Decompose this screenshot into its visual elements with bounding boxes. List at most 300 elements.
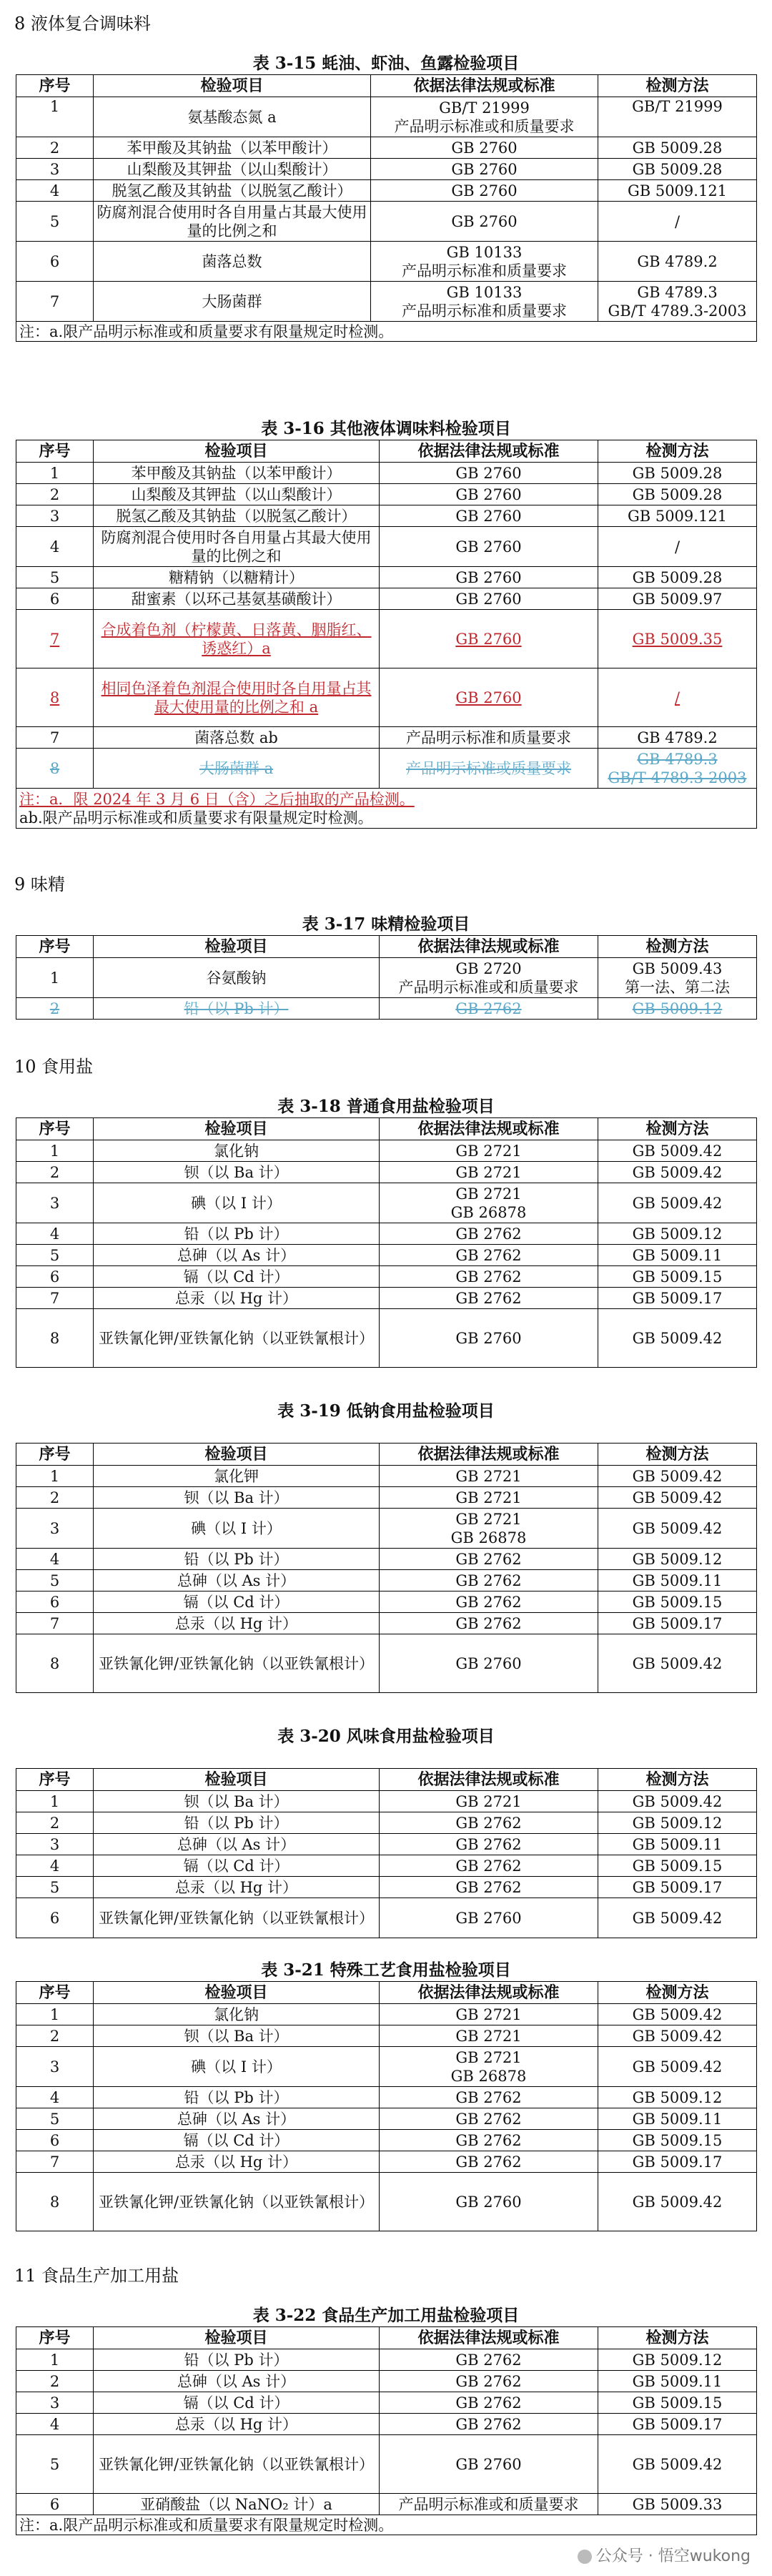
table-row: [16, 2371, 757, 2392]
cell-standard: GB 2762: [380, 1877, 598, 1898]
table-row: [16, 242, 757, 282]
cell-method: GB 5009.42: [598, 1309, 757, 1368]
wechat-icon: [578, 2550, 592, 2564]
note-line-2: ab.限产品明示标准或和质量要求有限量规定时检测。: [19, 809, 373, 826]
cell-no: 3: [16, 1509, 94, 1549]
cell-no: 1: [16, 1466, 94, 1487]
std-line-1: GB 10133: [446, 283, 523, 301]
cell-no: 3: [16, 2392, 94, 2414]
table-row: [16, 2130, 757, 2151]
cell-method: [598, 958, 757, 998]
std-line-2: GB 26878: [450, 1203, 527, 1221]
cell-no: 6: [16, 2130, 94, 2151]
cell-standard: GB 2760: [380, 484, 598, 505]
cell-standard: GB 2721: [380, 1487, 598, 1509]
col-header-no: 序号: [16, 440, 94, 463]
cell-standard: GB 2760: [380, 1898, 598, 1938]
cell-method: GB 5009.42: [598, 1487, 757, 1509]
cell-method: GB 5009.12: [598, 998, 757, 1020]
cell-method: GB 5009.42: [598, 1791, 757, 1812]
col-header-no: 序号: [16, 75, 94, 97]
cell-standard: GB 2762: [380, 2414, 598, 2435]
std-line-1: GB 2720: [455, 959, 522, 977]
cell-no: 5: [16, 202, 94, 242]
cell-no: 5: [16, 2108, 94, 2130]
std-line-1: GB/T 21999: [439, 99, 530, 117]
col-header-method: 检测方法: [598, 1444, 757, 1466]
table-header-row: [16, 1118, 757, 1140]
cell-item: 铅（以 Pb 计）: [94, 1549, 380, 1570]
table-row: [16, 1613, 757, 1634]
cell-standard: GB 2762: [380, 1613, 598, 1634]
cell-method: GB 5009.28: [598, 159, 757, 180]
cell-method: GB 5009.12: [598, 1812, 757, 1834]
cell-no: 1: [16, 2349, 94, 2371]
table-row: [16, 1812, 757, 1834]
col-header-standard: 依据法律法规或标准: [371, 75, 598, 97]
cell-item: 菌落总数 ab: [94, 727, 380, 749]
table-row: [16, 97, 757, 137]
cell-standard: [380, 1183, 598, 1223]
cell-standard: GB 2760: [380, 588, 598, 610]
cell-method: GB 5009.12: [598, 1549, 757, 1570]
table-header-row: [16, 936, 757, 958]
std-line-1: GB 10133: [446, 243, 523, 261]
std-line-2: 产品明示标准或和质量要求: [394, 117, 575, 135]
cell-standard: GB 2721: [380, 1162, 598, 1183]
cell-method: GB 5009.42: [598, 1466, 757, 1487]
cell-item: 铅（以 Pb 计）: [94, 1812, 380, 1834]
cell-method: GB 5009.121: [598, 505, 757, 527]
table-row: [16, 1834, 757, 1855]
cell-method: GB 5009.28: [598, 484, 757, 505]
std-line-1: GB 2721: [455, 1185, 522, 1203]
cell-standard: GB 2721: [380, 1791, 598, 1812]
cell-standard: GB 2760: [371, 137, 598, 159]
col-header-standard: 依据法律法规或标准: [380, 1444, 598, 1466]
table-row-deleted: [16, 749, 757, 789]
table-header-row: [16, 1769, 757, 1791]
cell-no: 6: [16, 1592, 94, 1613]
cell-item: 碘（以 I 计）: [94, 1183, 380, 1223]
cell-method: GB 5009.15: [598, 1266, 757, 1288]
cell-standard: GB 2762: [380, 2392, 598, 2414]
cell-no: 6: [16, 1266, 94, 1288]
table-note-row: [16, 322, 757, 342]
cell-method: /: [598, 527, 757, 567]
cell-standard: 产品明示标准和质量要求: [380, 727, 598, 749]
cell-item: 碘（以 I 计）: [94, 2047, 380, 2087]
cell-standard: GB 2762: [380, 1223, 598, 1245]
cell-method: GB 5009.42: [598, 2435, 757, 2494]
watermark: [578, 2544, 751, 2566]
cell-item: 镉（以 Cd 计）: [94, 1266, 380, 1288]
cell-standard: [371, 282, 598, 322]
cell-method: GB 5009.42: [598, 1898, 757, 1938]
cell-standard: GB 2721: [380, 2025, 598, 2047]
method-line-2: GB/T 4789.3-2003: [608, 769, 747, 786]
table-row: [16, 588, 757, 610]
table-header-row: [16, 1444, 757, 1466]
cell-item: 镉（以 Cd 计）: [94, 1855, 380, 1877]
cell-no: 7: [16, 2151, 94, 2173]
method-line-1: GB 4789.3: [637, 283, 718, 301]
table-row: [16, 2108, 757, 2130]
cell-item: 铅（以 Pb 计）: [94, 2349, 380, 2371]
table-row: [16, 2349, 757, 2371]
table-row: [16, 484, 757, 505]
table-row-inserted: [16, 668, 757, 727]
std-line-2: GB 26878: [450, 2067, 527, 2085]
cell-item: 铅（以 Pb 计）: [94, 1223, 380, 1245]
method-line-1: GB 4789.3: [637, 750, 718, 768]
cell-no: 3: [16, 159, 94, 180]
std-line-2: 产品明示标准或和质量要求: [398, 978, 579, 996]
cell-standard: GB 2760: [380, 567, 598, 588]
cell-no: 4: [16, 2414, 94, 2435]
cell-no: 7: [16, 727, 94, 749]
table-note-row: [16, 789, 757, 829]
std-line-2: 产品明示标准和质量要求: [402, 302, 567, 320]
cell-item: 苯甲酸及其钠盐（以苯甲酸计）: [94, 137, 371, 159]
cell-standard: [380, 958, 598, 998]
section-heading-10: 10 食用盐: [14, 1057, 94, 1077]
cell-method: GB 4789.2: [598, 242, 757, 282]
table-row: [16, 1245, 757, 1266]
cell-no: 4: [16, 1223, 94, 1245]
col-header-item: 检验项目: [94, 1444, 380, 1466]
cell-no: 5: [16, 2435, 94, 2494]
col-header-standard: 依据法律法规或标准: [380, 1982, 598, 2004]
cell-method: GB 5009.15: [598, 2392, 757, 2414]
table-row: [16, 2025, 757, 2047]
cell-item: 脱氢乙酸及其钠盐（以脱氢乙酸计）: [94, 505, 380, 527]
cell-method: GB 5009.33: [598, 2494, 757, 2515]
cell-item: 亚铁氰化钾/亚铁氰化钠（以亚铁氰根计）: [94, 1898, 380, 1938]
table-row: [16, 2392, 757, 2414]
cell-standard: [380, 2047, 598, 2087]
cell-item: 镉（以 Cd 计）: [94, 1592, 380, 1613]
table-row: [16, 1855, 757, 1877]
cell-standard: GB 2760: [380, 2435, 598, 2494]
cell-method: GB 5009.121: [598, 180, 757, 202]
cell-method: /: [598, 202, 757, 242]
table-row: [16, 1898, 757, 1938]
cell-method: GB 5009.15: [598, 2130, 757, 2151]
col-header-item: 检验项目: [94, 1118, 380, 1140]
cell-item: 总汞（以 Hg 计）: [94, 1877, 380, 1898]
cell-item: 亚硝酸盐（以 NaNO₂ 计）a: [94, 2494, 380, 2515]
cell-standard: GB 2762: [380, 2349, 598, 2371]
table-row: [16, 159, 757, 180]
cell-no: 8: [16, 668, 94, 727]
std-line-1: GB 2721: [455, 1510, 522, 1528]
table-row: [16, 2087, 757, 2108]
cell-standard: GB 2762: [380, 1549, 598, 1570]
cell-item: 钡（以 Ba 计）: [94, 2025, 380, 2047]
col-header-no: 序号: [16, 1118, 94, 1140]
cell-item: 亚铁氰化钾/亚铁氰化钠（以亚铁氰根计）: [94, 2173, 380, 2231]
cell-item: 相同色泽着色剂混合使用时各自用量占其最大使用量的比例之和 a: [94, 668, 380, 727]
cell-method: GB 5009.42: [598, 2004, 757, 2025]
table-row: [16, 505, 757, 527]
cell-method: GB 5009.11: [598, 2371, 757, 2392]
table-row: [16, 1549, 757, 1570]
table-row: [16, 1877, 757, 1898]
cell-standard: GB 2762: [380, 998, 598, 1020]
cell-no: 6: [16, 588, 94, 610]
col-header-item: 检验项目: [94, 1769, 380, 1791]
cell-item: 甜蜜素（以环己基氨基磺酸计）: [94, 588, 380, 610]
cell-standard: [371, 97, 598, 137]
cell-item: 防腐剂混合使用时各自用量占其最大使用量的比例之和: [94, 527, 380, 567]
cell-item: 镉（以 Cd 计）: [94, 2392, 380, 2414]
table-caption-3-19: 表 3-19 低钠食用盐检验项目: [277, 1401, 495, 1421]
cell-method: GB 5009.12: [598, 1223, 757, 1245]
cell-standard: GB 2762: [380, 1288, 598, 1309]
cell-method: GB 5009.35: [598, 610, 757, 668]
cell-standard: GB 2762: [380, 2108, 598, 2130]
col-header-no: 序号: [16, 936, 94, 958]
cell-method: GB 5009.11: [598, 1245, 757, 1266]
cell-standard: GB 2760: [371, 202, 598, 242]
table-3-18: [16, 1117, 757, 1368]
table-row: [16, 2004, 757, 2025]
cell-standard: GB 2760: [371, 180, 598, 202]
table-note: [16, 789, 757, 829]
cell-method: GB 5009.42: [598, 1509, 757, 1549]
cell-standard: GB 2721: [380, 2004, 598, 2025]
cell-item: 总汞（以 Hg 计）: [94, 2151, 380, 2173]
table-row: [16, 137, 757, 159]
cell-no: 4: [16, 1855, 94, 1877]
table-caption-3-22: 表 3-22 食品生产加工用盐检验项目: [252, 2306, 520, 2325]
col-header-item: 检验项目: [94, 440, 380, 463]
table-row: [16, 527, 757, 567]
cell-no: 1: [16, 463, 94, 484]
cell-no: 5: [16, 1245, 94, 1266]
table-row: [16, 2151, 757, 2173]
cell-item: 总汞（以 Hg 计）: [94, 1613, 380, 1634]
table-row: [16, 2494, 757, 2515]
cell-item: 糖精钠（以糖精计）: [94, 567, 380, 588]
cell-no: 6: [16, 242, 94, 282]
cell-item: 氯化钾: [94, 1466, 380, 1487]
cell-no: 3: [16, 2047, 94, 2087]
cell-item: 亚铁氰化钾/亚铁氰化钠（以亚铁氰根计）: [94, 2435, 380, 2494]
cell-method: /: [598, 668, 757, 727]
method-line-2: 第一法、第二法: [625, 978, 730, 996]
cell-method: GB 5009.11: [598, 1834, 757, 1855]
table-row: [16, 2047, 757, 2087]
cell-standard: GB 2762: [380, 1245, 598, 1266]
col-header-method: 检测方法: [598, 2327, 757, 2349]
cell-method: GB 5009.42: [598, 1634, 757, 1693]
cell-standard: GB 2762: [380, 1592, 598, 1613]
cell-method: GB 5009.42: [598, 2025, 757, 2047]
cell-method: GB 5009.17: [598, 1288, 757, 1309]
table-row: [16, 1570, 757, 1592]
col-header-method: 检测方法: [598, 1982, 757, 2004]
cell-standard: GB 2762: [380, 1266, 598, 1288]
col-header-item: 检验项目: [94, 936, 380, 958]
watermark-text: 公众号 · 悟空wukong: [595, 2547, 751, 2565]
cell-method: GB 5009.11: [598, 2108, 757, 2130]
table-3-16: [16, 440, 757, 829]
table-header-row: [16, 75, 757, 97]
cell-no: 4: [16, 1549, 94, 1570]
cell-no: 3: [16, 1183, 94, 1223]
table-row: [16, 1288, 757, 1309]
table-row: [16, 567, 757, 588]
cell-no: 1: [16, 958, 94, 998]
cell-method: GB 5009.15: [598, 1592, 757, 1613]
col-header-no: 序号: [16, 1444, 94, 1466]
cell-method: GB 5009.28: [598, 567, 757, 588]
table-row: [16, 2435, 757, 2494]
cell-item: 防腐剂混合使用时各自用量占其最大使用量的比例之和: [94, 202, 371, 242]
cell-no: 2: [16, 998, 94, 1020]
cell-item: 钡（以 Ba 计）: [94, 1791, 380, 1812]
table-row: [16, 1634, 757, 1693]
col-header-method: 检测方法: [598, 440, 757, 463]
col-header-method: 检测方法: [598, 1118, 757, 1140]
cell-item: 合成着色剂（柠檬黄、日落黄、胭脂红、诱惑红）a: [94, 610, 380, 668]
cell-item: 大肠菌群 a: [94, 749, 380, 789]
cell-method: [598, 282, 757, 322]
std-line-2: GB 26878: [450, 1529, 527, 1546]
cell-no: 1: [16, 97, 94, 137]
cell-standard: GB 2721: [380, 1466, 598, 1487]
table-note-row: [16, 2515, 757, 2535]
cell-item: 总砷（以 As 计）: [94, 1834, 380, 1855]
section-heading-9: 9 味精: [14, 874, 65, 894]
cell-item: 总砷（以 As 计）: [94, 1570, 380, 1592]
table-caption-3-21: 表 3-21 特殊工艺食用盐检验项目: [261, 1960, 511, 1980]
col-header-standard: 依据法律法规或标准: [380, 2327, 598, 2349]
table-note: 注：a.限产品明示标准或和质量要求有限量规定时检测。: [16, 322, 757, 342]
table-row: [16, 1162, 757, 1183]
cell-no: 6: [16, 1898, 94, 1938]
cell-item: 菌落总数: [94, 242, 371, 282]
cell-method: GB 5009.17: [598, 2151, 757, 2173]
cell-no: 7: [16, 282, 94, 322]
cell-standard: GB 2721: [380, 1140, 598, 1162]
cell-item: 氨基酸态氮 a: [94, 97, 371, 137]
table-row: [16, 1791, 757, 1812]
table-row: [16, 2173, 757, 2231]
cell-no: 1: [16, 1791, 94, 1812]
cell-item: 脱氢乙酸及其钠盐（以脱氢乙酸计）: [94, 180, 371, 202]
table-caption-3-15: 表 3-15 蚝油、虾油、鱼露检验项目: [252, 54, 520, 73]
table-caption-3-18: 表 3-18 普通食用盐检验项目: [277, 1097, 495, 1116]
cell-method: [598, 749, 757, 789]
table-row: [16, 958, 757, 998]
table-row: [16, 1223, 757, 1245]
cell-method: GB 5009.15: [598, 1855, 757, 1877]
table-row: [16, 1266, 757, 1288]
cell-standard: GB 2760: [380, 505, 598, 527]
cell-standard: GB 2762: [380, 1834, 598, 1855]
cell-standard: GB 2760: [380, 1634, 598, 1693]
col-header-standard: 依据法律法规或标准: [380, 440, 598, 463]
table-3-22: [16, 2326, 757, 2535]
cell-method: GB 5009.28: [598, 137, 757, 159]
cell-item: 亚铁氰化钾/亚铁氰化钠（以亚铁氰根计）: [94, 1634, 380, 1693]
cell-item: 总砷（以 As 计）: [94, 1245, 380, 1266]
cell-method: GB 5009.42: [598, 1183, 757, 1223]
cell-item: 总砷（以 As 计）: [94, 2371, 380, 2392]
cell-standard: GB 2760: [380, 1309, 598, 1368]
cell-no: 5: [16, 1877, 94, 1898]
col-header-no: 序号: [16, 2327, 94, 2349]
cell-standard: 产品明示标准或和质量要求: [380, 2494, 598, 2515]
cell-method: GB 5009.28: [598, 463, 757, 484]
table-header-row: [16, 2327, 757, 2349]
cell-standard: GB 2760: [371, 159, 598, 180]
cell-no: 2: [16, 1487, 94, 1509]
cell-item: 钡（以 Ba 计）: [94, 1487, 380, 1509]
table-row: [16, 2414, 757, 2435]
table-row: [16, 180, 757, 202]
cell-no: 3: [16, 1834, 94, 1855]
col-header-no: 序号: [16, 1769, 94, 1791]
table-row: [16, 1487, 757, 1509]
table-row: [16, 282, 757, 322]
cell-no: 6: [16, 2494, 94, 2515]
cell-item: 铅（以 Pb 计）: [94, 2087, 380, 2108]
cell-item: 苯甲酸及其钠盐（以苯甲酸计）: [94, 463, 380, 484]
cell-no: 2: [16, 2025, 94, 2047]
cell-item: 总汞（以 Hg 计）: [94, 2414, 380, 2435]
table-row: [16, 1309, 757, 1368]
cell-standard: 产品明示标准或质量要求: [380, 749, 598, 789]
col-header-item: 检验项目: [94, 1982, 380, 2004]
cell-standard: [371, 242, 598, 282]
table-row: [16, 727, 757, 749]
cell-no: 8: [16, 749, 94, 789]
cell-no: 1: [16, 2004, 94, 2025]
section-heading-8: 8 液体复合调味料: [14, 14, 151, 34]
cell-item: 氯化钠: [94, 1140, 380, 1162]
cell-standard: GB 2760: [380, 610, 598, 668]
table-caption-3-17: 表 3-17 味精检验项目: [302, 914, 470, 934]
table-caption-3-16: 表 3-16 其他液体调味料检验项目: [261, 419, 511, 438]
cell-standard: [380, 1509, 598, 1549]
cell-item: 亚铁氰化钾/亚铁氰化钠（以亚铁氰根计）: [94, 1309, 380, 1368]
note-line-1: 注：a．限 2024 年 3 月 6 日（含）之后抽取的产品检测。: [19, 790, 415, 808]
method-line-1: GB 5009.43: [632, 959, 723, 977]
table-caption-3-20: 表 3-20 风味食用盐检验项目: [277, 1727, 495, 1746]
section-heading-11: 11 食品生产加工用盐: [14, 2266, 179, 2286]
cell-method: GB 5009.17: [598, 1613, 757, 1634]
cell-standard: GB 2762: [380, 2371, 598, 2392]
cell-standard: GB 2762: [380, 2151, 598, 2173]
cell-no: 4: [16, 527, 94, 567]
cell-no: 8: [16, 1309, 94, 1368]
col-header-standard: 依据法律法规或标准: [380, 1118, 598, 1140]
cell-standard: GB 2762: [380, 2087, 598, 2108]
cell-no: 7: [16, 1613, 94, 1634]
cell-method: GB 5009.12: [598, 2087, 757, 2108]
table-3-17: [16, 935, 757, 1020]
cell-standard: GB 2762: [380, 1812, 598, 1834]
table-note: 注：a.限产品明示标准或和质量要求有限量规定时检测。: [16, 2515, 757, 2535]
cell-no: 5: [16, 567, 94, 588]
table-row-inserted: [16, 610, 757, 668]
cell-item: 谷氨酸钠: [94, 958, 380, 998]
cell-method: GB 5009.12: [598, 2349, 757, 2371]
